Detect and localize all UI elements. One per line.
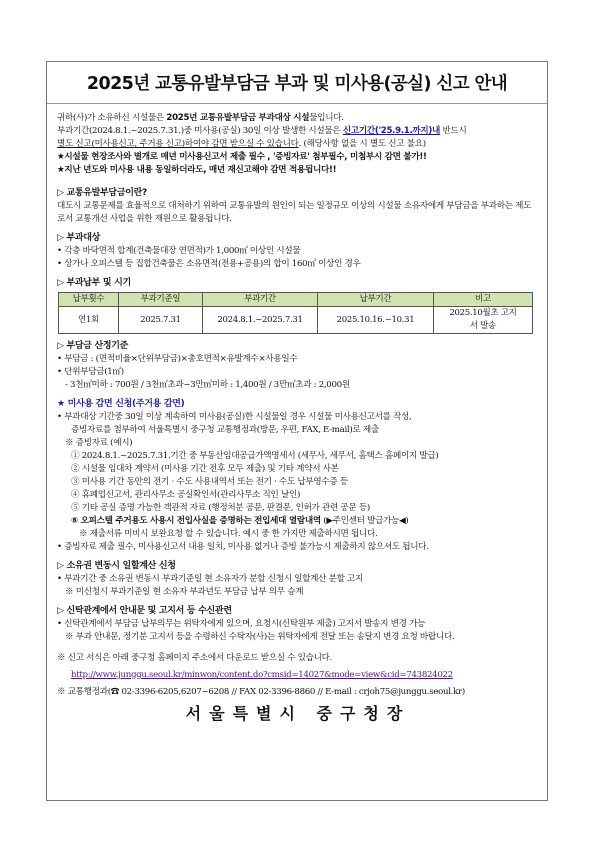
download-link[interactable]: http://www.junggu.seoul.kr/minwon/content.do?cmsid=14027&mode=view&cid=743824022 xyxy=(71,670,453,680)
contact-info: ※ 교통행정과(☎ 02-3396-6205,6207~6208 // FAX 02-3396-8860 // E-mail : crjoh75@junggu.seoul.kr) xyxy=(57,687,465,697)
list-item: 증빙자료를 첨부하여 서울특별시 중구청 교통행정과(방문, 우편, FAX, E-mail)로 제출 xyxy=(71,425,379,435)
section-heading: ▷ 교통유발부담금이란? xyxy=(57,188,147,198)
intro-text: 물입니다. xyxy=(309,113,344,123)
list-item: • 신탁관계에서 부담금 납부의무는 위탁자에게 있으며, 요청시(신탁원부 제출) 고지서 발송지 변경 가능 xyxy=(57,619,426,629)
download-note: ※ 신고 서식은 아래 중구청 홈페이지 주소에서 다운로드 받으실 수 있습니다. xyxy=(57,653,333,663)
intro-text: 귀하(사)가 소유하신 시설물은 xyxy=(57,113,167,123)
star-notice: ★지난 년도와 미사용 내용 동일하더라도, 매년 재신고해야 감면 적용됩니다!! xyxy=(57,165,337,175)
intro-text: . (해당사항 없을 시 별도 신고 불요) xyxy=(298,139,426,149)
intro-text: 반드시 xyxy=(440,126,467,136)
signature: 서울특별시 중구청장 xyxy=(185,704,411,723)
table-cell: 2025.7.31 xyxy=(119,307,203,334)
note: ※ 미신청시 부과기준일 현 소유자 부과년도 부담금 납부 의무 승계 xyxy=(65,587,304,597)
table-header: 납부횟수 xyxy=(59,293,119,307)
content xyxy=(47,104,547,723)
example-item: ④ 휴폐업신고서, 관리사무소 공실확인서(관리사무소 직인 날인) xyxy=(71,490,301,500)
list-subitem: - 3천㎡미하 : 700원 / 3천㎡초과~3만㎡미하 : 1,400원 / 3만㎡초과 : 2,000원 xyxy=(65,380,350,390)
table-header: 비고 xyxy=(434,293,533,307)
section-heading: ▷ 부과납부 및 시기 xyxy=(57,278,131,288)
example-item: ② 시설물 임대차 계약서 (미사용 기간 전후 모두 제출) 및 기타 계약서 사본 xyxy=(71,464,339,474)
example-item: ⑤ 기타 공실 증명 가능한 객관적 자료 (행정처분 공문, 판결문, 인허가 관련 공문 등) xyxy=(71,503,370,513)
table-header: 납부기간 xyxy=(318,293,434,307)
table-cell: 2025.10월초 고지서 발송 xyxy=(434,307,533,334)
section-heading: ▷ 소유권 변동시 일할계산 신청 xyxy=(57,561,176,571)
section-heading: ★ 미사용 감면 신청(주거용 감면) xyxy=(57,399,185,409)
table-header: 부과기간 xyxy=(203,293,318,307)
section-text: 대도시 교통문제를 효율적으로 대처하기 위하여 교통유발의 원인이 되는 일정규모 이상의 시설물 소유자에게 부담금을 부과하는 제도로서 교통개선 사업을 위한 재원으로 활용됩니다. xyxy=(57,201,532,224)
note: ※ 부과 안내문, 정기분 고지서 등을 수령하신 수탁자(사)는 위탁자에게 전달 또는 송달지 변경 요청 바랍니다. xyxy=(65,632,455,642)
table-cell: 2025.10.16.~10.31 xyxy=(318,307,434,334)
star-notice: ★시설물 현장조사와 별개로 매년 미사용신고서 제출 필수 , '증빙자료' 첨부필수, 미첨부시 감면 불가!! xyxy=(57,152,427,162)
list-item: • 단위부담금(1㎡) xyxy=(57,367,124,377)
example-item: ⑥ 오피스텔 주거용도 사용시 전입사실을 증명하는 전입세대 열람내역 xyxy=(71,516,321,526)
table-cell: 2024.8.1.~2025.7.31 xyxy=(203,307,318,334)
section-heading: ▷ 부담금 산정기준 xyxy=(57,341,129,351)
list-item: • 상가나 오피스텔 등 집합건축물은 소유면적(전용+공용)의 합이 160㎡ 이상인 경우 xyxy=(57,259,361,269)
list-item: • 부과대상 기간중 30일 이상 계속하여 미사용(공실)한 시설물일 경우 시설물 미사용신고서를 작성, xyxy=(57,412,412,422)
notice-document xyxy=(46,61,548,801)
intro-text: 부과기간(2024.8.1.~2025.7.31.)중 미사용(공실) 30일 이상 발생한 시설물은 xyxy=(57,126,343,136)
list-item: • 증빙자료 제출 필수, 미사용신고서 내용 일치, 미사용 없거나 증빙 불가능시 제출하지 않으셔도 됩니다. xyxy=(57,542,429,552)
table-cell: 연1회 xyxy=(59,307,119,334)
example-item: ③ 미사용 기간 동안의 전기 · 수도 사용내역서 또는 전기 · 수도 납부영수증 등 xyxy=(71,477,348,487)
intro-text: 별도 신고(미사용신고, 주거용 신고)하여야 감면 받으실 수 있습니다 xyxy=(57,139,299,149)
report-deadline: 신고기간('25.9.1.까지)내 xyxy=(342,126,441,136)
section-heading: ▷ 신탁관계에서 안내문 및 고지서 등 수신관련 xyxy=(57,606,232,616)
page-title: 2025년 교통유발부담금 부과 및 미사용(공실) 신고 안내 xyxy=(47,62,547,104)
intro xyxy=(57,112,539,177)
table-row xyxy=(59,307,533,334)
payment-table xyxy=(58,292,533,334)
intro-bold: 2025년 교통유발부담금 부과대상 시설 xyxy=(166,113,310,123)
list-item: • 각층 바닥면적 합계(건축물대장 연면적)가 1,000㎡ 이상인 시설물 xyxy=(57,246,301,256)
list-item: • 부과기간 중 소유권 변동시 부과기준일 현 소유자가 분할 신청시 일할계산 분할 고지 xyxy=(57,574,364,584)
example-note: (▶주민센터 발급가능◀) xyxy=(320,516,409,526)
list-item: • 부담금 : (면적비율×단위부담금)×총호면적×유발계수×사용일수 xyxy=(57,354,298,364)
example-item: ① 2024.8.1.~2025.7.31.기간 중 부동산임대공급가액명세서 (세무사, 세무서, 홈택스 홈페이지 발급) xyxy=(71,451,439,461)
section-heading: ▷ 부과대상 xyxy=(57,233,101,243)
note: ※ 증빙자료 (예시) xyxy=(65,438,133,448)
table-header: 부과기준일 xyxy=(119,293,203,307)
note: ※ 제출서류 미비시 보완요청 할 수 있습니다. 예시 중 한 가지만 제출하시면 됩니다. xyxy=(79,529,378,539)
